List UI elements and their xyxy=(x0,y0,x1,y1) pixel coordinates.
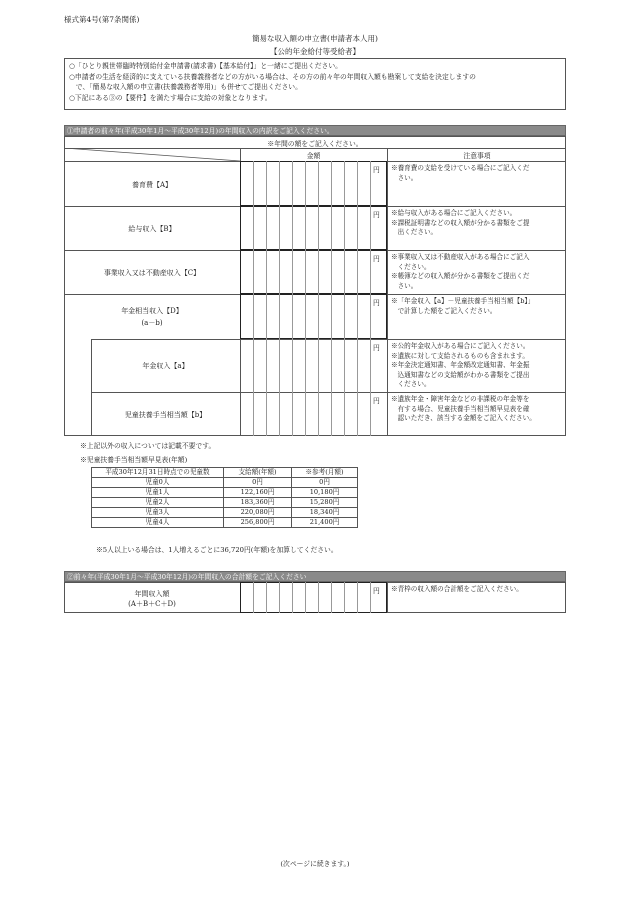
table-cell: 10,180円 xyxy=(292,488,358,498)
table-cell: 児童1人 xyxy=(92,488,224,498)
notice-line: で、「簡易な収入額の申立書(扶養義務者等用)」も併せてご提出ください。 xyxy=(69,83,302,91)
row-sublabel-pension-equivalent: (a－b) xyxy=(141,319,163,327)
table-header: 支給額(年額) xyxy=(223,468,291,478)
table-cell: 21,400円 xyxy=(292,518,358,528)
header-diagonal xyxy=(64,148,240,161)
table-cell: 児童3人 xyxy=(92,508,224,518)
yen-unit: 円 xyxy=(373,255,380,263)
quick-reference-table xyxy=(91,467,358,528)
total-income-note: ※青枠の収入額の合計額をご記入ください。 xyxy=(391,585,523,593)
table-cell: 児童0人 xyxy=(92,478,224,488)
section1-instruction: ※年間の額をご記入ください。 xyxy=(267,140,363,148)
table-row xyxy=(92,508,358,518)
table-row xyxy=(92,488,358,498)
table-cell: 122,160円 xyxy=(223,488,291,498)
notes-pension: ※公的年金収入がある場合にご記入ください。 ※遺族に対して支給されるものも含まれます。 ※年金決定通知書、年金額改定通知書、年金振 込通知書などの支給額がわかる書類をご提出 ください。 xyxy=(391,342,530,388)
document-subtitle: 【公的年金給付等受給者】 xyxy=(270,47,360,56)
table-header-row xyxy=(92,468,358,478)
notes-b: ※給与収入がある場合にご記入ください。 ※課税証明書などの収入額が分かる書類をご提 出ください。 xyxy=(391,209,530,236)
total-income-input[interactable] xyxy=(240,582,387,613)
table-cell: 児童4人 xyxy=(92,518,224,528)
form-number: 様式第4号(第7条関係) xyxy=(64,15,140,24)
row-label-business: 事業収入又は不動産収入【C】 xyxy=(103,269,201,277)
table-row xyxy=(92,498,358,508)
row-label-child-support: 養育費【A】 xyxy=(131,181,173,189)
row-label-child-allowance: 児童扶養手当相当額【b】 xyxy=(124,411,207,419)
row-label-pension-equivalent: 年金相当収入【D】 xyxy=(121,307,183,315)
table-cell: 18,340円 xyxy=(292,508,358,518)
section1-header: ①申請者の前々年(平成30年1月～平成30年12月)の年間収入の内訳をご記入ください。 xyxy=(64,125,566,136)
amount-input-d[interactable] xyxy=(240,294,387,339)
continued-note: (次ページに続きます。) xyxy=(280,860,350,868)
table-cell: 0円 xyxy=(223,478,291,488)
table-cell: 0円 xyxy=(292,478,358,488)
yen-unit: 円 xyxy=(373,211,380,219)
amount-input-pension[interactable] xyxy=(240,339,387,392)
notes-child-allowance: ※遺族年金・障害年金などの非課税の年金等を 有する場合、児童扶養手当相当額早見表を確 認いただき、該当する金額をご記入ください。 xyxy=(391,395,536,422)
table-cell: 児童2人 xyxy=(92,498,224,508)
table-row xyxy=(92,518,358,528)
yen-unit: 円 xyxy=(373,587,380,595)
table-header: ※参考(月額) xyxy=(292,468,358,478)
row-label-salary: 給与収入【B】 xyxy=(128,225,176,233)
amount-column-header: 金額 xyxy=(306,152,321,160)
section1-footnote: ※上記以外の収入については記載不要です。 xyxy=(80,442,216,450)
notes-c: ※事業収入又は不動産収入がある場合にご記入 ください。 ※帳簿などの収入額が分かる書類をご提出くだ さい。 xyxy=(391,253,530,290)
total-income-label: 年間収入額 xyxy=(134,590,170,598)
notes-a: ※養育費の支給を受けている場合にご記入くだ さい。 xyxy=(391,164,530,182)
quick-table-footnote: ※5人以上いる場合は、1人増えるごとに36,720円(年額)を加算してください。 xyxy=(96,546,338,554)
table-cell: 15,280円 xyxy=(292,498,358,508)
amount-input-child-allowance[interactable] xyxy=(240,392,387,436)
notice-box xyxy=(64,58,566,110)
notice-line: ○下記にある③の【要件】を満たす場合に支給の対象となります。 xyxy=(69,93,272,102)
table-cell: 256,800円 xyxy=(223,518,291,528)
yen-unit: 円 xyxy=(373,166,380,174)
amount-input-a[interactable] xyxy=(240,161,387,206)
yen-unit: 円 xyxy=(373,344,380,352)
amount-input-b[interactable] xyxy=(240,206,387,250)
quick-table-title: ※児童扶養手当相当額早見表(年額) xyxy=(80,456,188,464)
notice-line: ○申請者の生活を経済的に支えている扶養義務者などの方がいる場合は、その方の前々年の年間収入額も勘案して支給を決定しますの xyxy=(69,72,476,81)
table-header: 平成30年12月31日時点での児童数 xyxy=(92,468,224,478)
table-cell: 183,360円 xyxy=(223,498,291,508)
section2-header: ②前々年(平成30年1月～平成30年12月)の年間収入の合計額をご記入ください xyxy=(64,571,566,582)
document-title: 簡易な収入額の申立書(申請者本人用) xyxy=(252,34,378,43)
notice-line: ○「ひとり親世帯臨時特別給付金申請書(請求書)【基本給付】」と一緒にご提出ください。 xyxy=(69,62,342,70)
notes-d: ※「年金収入【a】－児童扶養手当相当額【b】」 で計算した額をご記入ください。 xyxy=(391,297,535,315)
table-row xyxy=(92,478,358,488)
table-cell: 220,080円 xyxy=(223,508,291,518)
row-label-pension: 年金収入【a】 xyxy=(142,362,189,370)
notes-column-header: 注意事項 xyxy=(463,152,491,160)
yen-unit: 円 xyxy=(373,299,380,307)
amount-input-c[interactable] xyxy=(240,250,387,294)
total-income-formula: (A＋B＋C＋D) xyxy=(128,600,176,608)
yen-unit: 円 xyxy=(373,397,380,405)
